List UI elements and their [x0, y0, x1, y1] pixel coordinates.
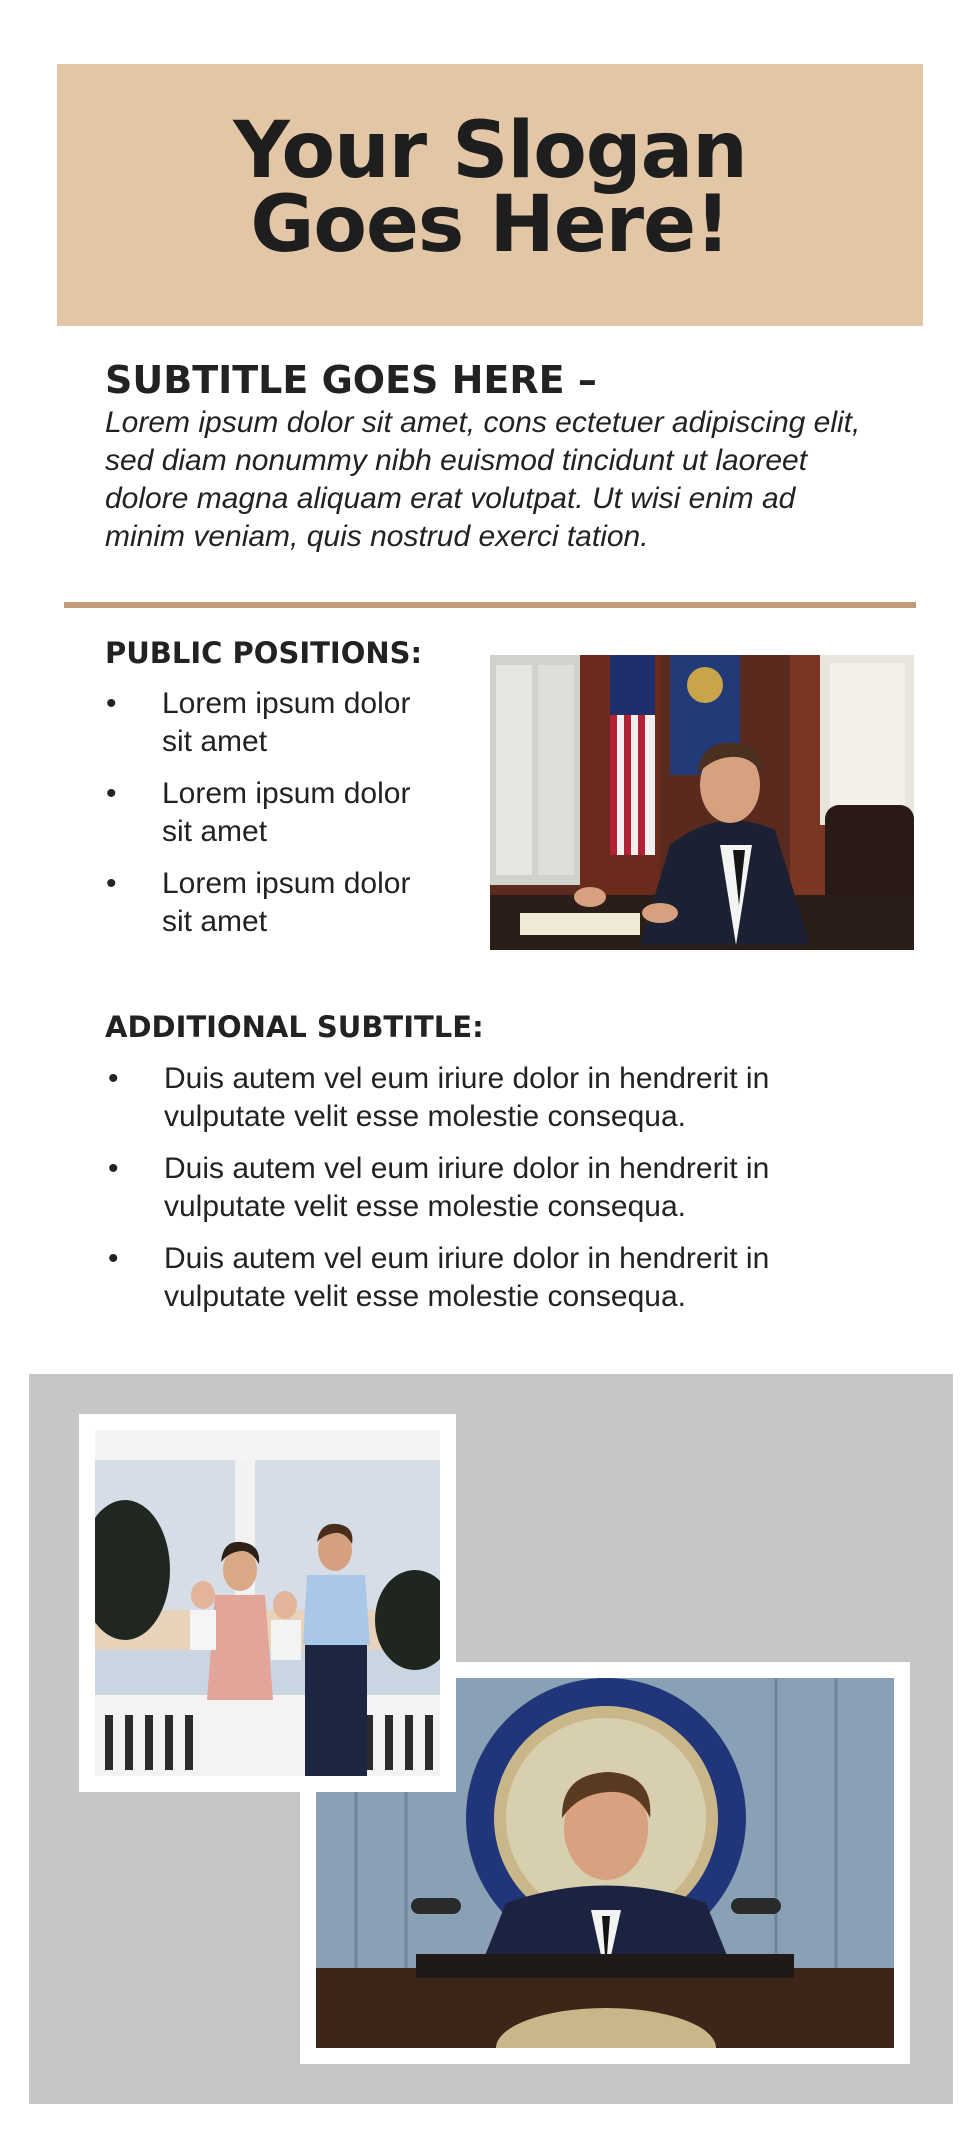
public-positions-title: PUBLIC POSITIONS: — [105, 636, 423, 670]
list-item-line: sit amet — [162, 905, 268, 938]
slogan-line-1: Your Slogan — [233, 106, 747, 196]
subtitle-heading: SUBTITLE GOES HERE – — [105, 358, 597, 402]
additional-list — [108, 1060, 924, 1316]
list-item — [108, 1150, 924, 1226]
section-divider — [64, 602, 916, 608]
slogan-heading — [57, 106, 923, 270]
bullet-icon: • — [108, 1242, 119, 1275]
list-item-line: vulputate velit esse molestie consequa. — [164, 1100, 686, 1133]
intro-paragraph — [105, 404, 925, 556]
list-item — [106, 685, 482, 761]
bullet-icon: • — [108, 1062, 119, 1095]
slogan-line-2: Goes Here! — [250, 180, 730, 270]
family-photo — [95, 1430, 440, 1776]
list-item-line: Duis autem vel eum iriure dolor in hendrerit in — [164, 1062, 770, 1095]
bullet-icon: • — [108, 1152, 119, 1185]
bullet-icon: • — [106, 867, 117, 900]
family-photo-frame — [79, 1414, 456, 1792]
list-item-line: vulputate velit esse molestie consequa. — [164, 1280, 686, 1313]
intro-line: dolore magna aliquam erat volutpat. Ut wisi enim ad — [105, 482, 796, 515]
slogan-banner — [57, 64, 923, 326]
list-item-line: Lorem ipsum dolor — [162, 687, 411, 720]
list-item — [108, 1060, 924, 1136]
oval-office-photo — [490, 655, 914, 950]
intro-line: Lorem ipsum dolor sit amet, cons ectetuer adipiscing elit, — [105, 406, 861, 439]
list-item-line: Duis autem vel eum iriure dolor in hendrerit in — [164, 1242, 770, 1275]
public-positions-list — [106, 685, 482, 941]
list-item-line: Duis autem vel eum iriure dolor in hendrerit in — [164, 1152, 770, 1185]
list-item-line: Lorem ipsum dolor — [162, 777, 411, 810]
list-item — [106, 775, 482, 851]
intro-line: minim veniam, quis nostrud exerci tation. — [105, 520, 649, 553]
additional-subtitle-title: ADDITIONAL SUBTITLE: — [105, 1010, 484, 1044]
intro-line: sed diam nonummy nibh euismod tincidunt ut laoreet — [105, 444, 808, 477]
list-item-line: sit amet — [162, 725, 268, 758]
list-item-line: sit amet — [162, 815, 268, 848]
bullet-icon: • — [106, 777, 117, 810]
list-item-line: vulputate velit esse molestie consequa. — [164, 1190, 686, 1223]
bullet-icon: • — [106, 687, 117, 720]
list-item — [106, 865, 482, 941]
list-item-line: Lorem ipsum dolor — [162, 867, 411, 900]
list-item — [108, 1240, 924, 1316]
